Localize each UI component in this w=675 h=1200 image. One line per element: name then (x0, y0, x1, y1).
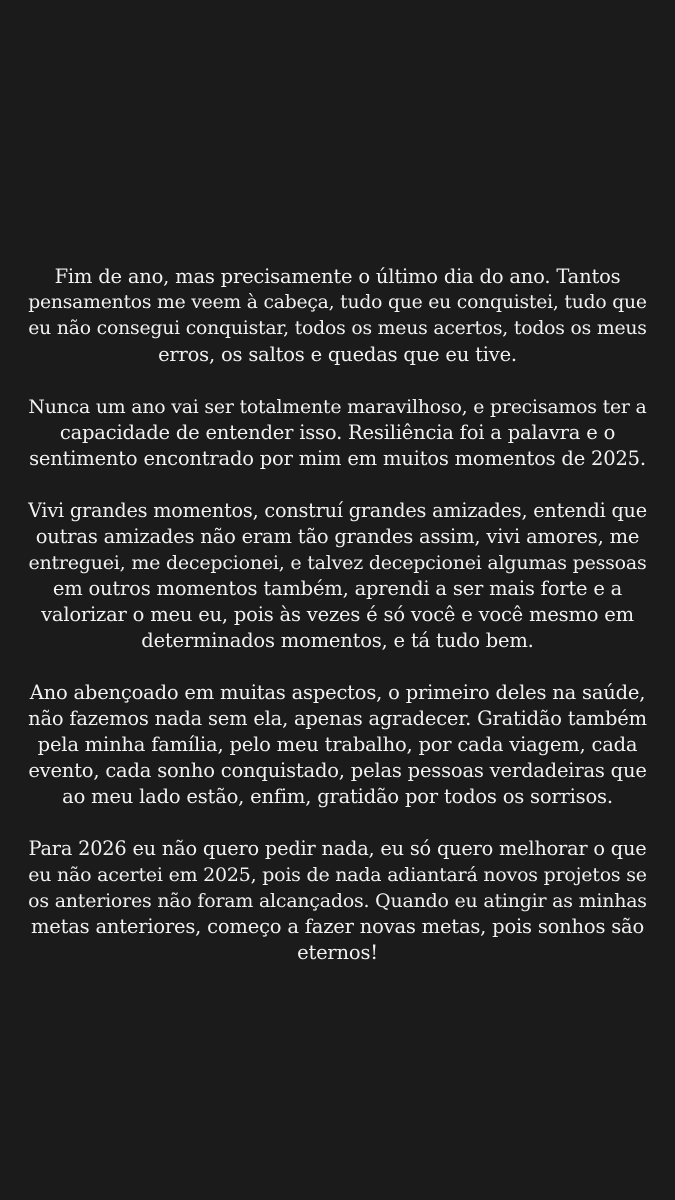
text-line: eu não consegui conquistar, todos os meus acertos, todos os meus (28, 318, 647, 339)
text-line: outras amizades não eram tão grandes assim, vivi amores, me (35, 525, 640, 548)
text-line: pela minha família, pelo meu trabalho, por cada viagem, cada (37, 733, 638, 756)
text-line: não fazemos nada sem ela, apenas agradecer. Gratidão também (28, 707, 647, 730)
paragraph-2 (28, 394, 647, 472)
text-line: metas anteriores, começo a fazer novas metas, pois sonhos são (30, 915, 645, 938)
text-line: pensamentos me veem à cabeça, tudo que eu conquistei, tudo que (28, 292, 647, 313)
paragraph-4 (28, 680, 647, 810)
text-line: evento, cada sonho conquistado, pelas pessoas verdadeiras que (28, 759, 647, 782)
text-line: sentimento encontrado por mim em muitos momentos de 2025. (29, 447, 646, 470)
text-line: em outros momentos também, aprendi a ser mais forte e a (52, 577, 623, 600)
text-line: capacidade de entender isso. Resiliência foi a palavra e o (59, 421, 616, 444)
text-line: Vivi grandes momentos, construí grandes amizades, entendi que (28, 499, 647, 522)
text-line: eternos! (297, 941, 378, 964)
text-line: eu não acertei em 2025, pois de nada adiantará novos projetos se (28, 864, 647, 886)
text-line: determinados momentos, e tá tudo bem. (141, 629, 534, 652)
text-line: ao meu lado estão, enfim, gratidão por todos os sorrisos. (62, 785, 613, 808)
text-line: Ano abençoado em muitas aspectos, o primeiro deles na saúde, (29, 681, 646, 704)
text-line: os anteriores não foram alcançados. Quando eu atingir as minhas (28, 890, 647, 912)
text-line: Para 2026 eu não quero pedir nada, eu só quero melhorar o que (28, 837, 647, 860)
paragraph-3 (28, 498, 647, 654)
paragraph-5 (28, 836, 647, 966)
text-line: entreguei, me decepcionei, e talvez decepcionei algumas pessoas (28, 552, 647, 574)
paragraph-1 (28, 264, 647, 368)
story-text (28, 264, 647, 992)
text-line: Fim de ano, mas precisamente o último dia do ano. Tantos (54, 265, 621, 288)
text-line: Nunca um ano vai ser totalmente maravilhoso, e precisamos ter a (28, 396, 647, 418)
text-line: valorizar o meu eu, pois às vezes é só você e você mesmo em (41, 603, 634, 626)
text-line: erros, os saltos e quedas que eu tive. (158, 343, 517, 366)
